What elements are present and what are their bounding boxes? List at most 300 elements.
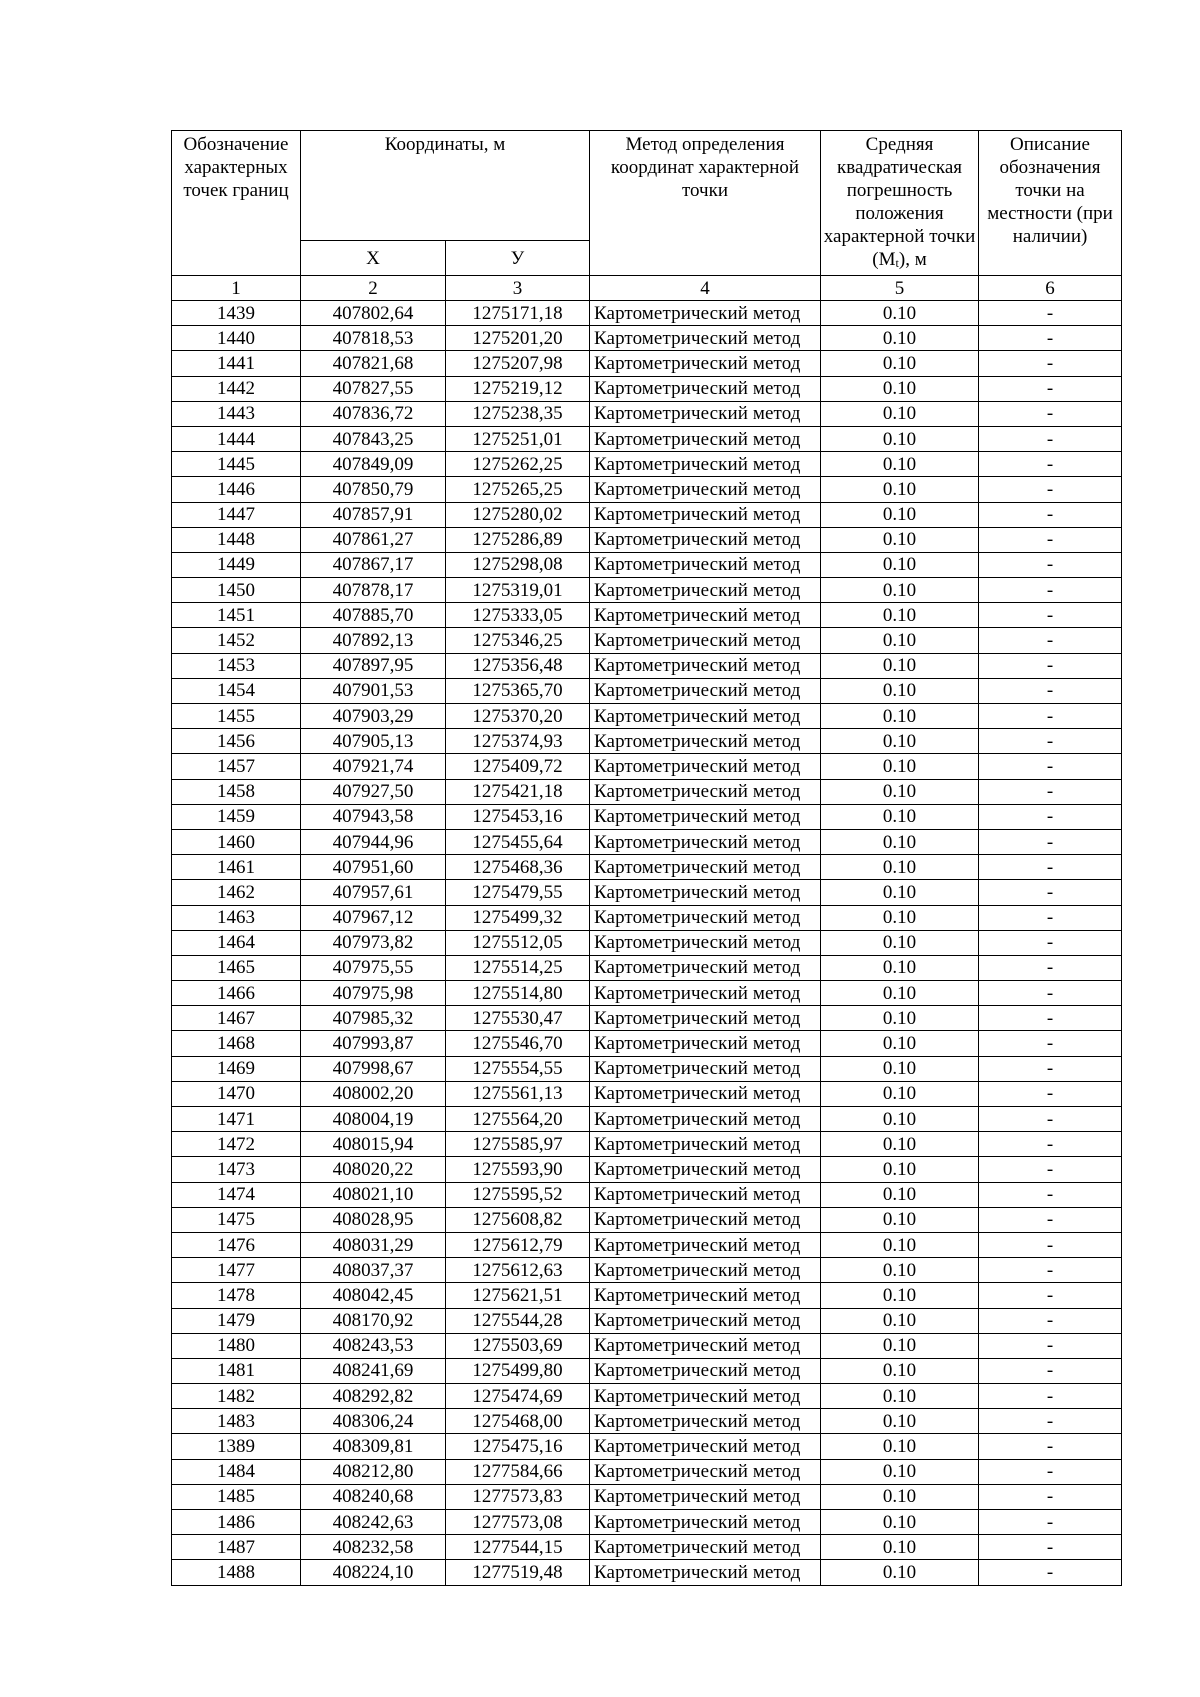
x-coordinate-cell: 407975,98 [301, 981, 446, 1006]
x-coordinate-cell: 408021,10 [301, 1182, 446, 1207]
header-x: Х [301, 241, 446, 276]
error-cell: 0.10 [821, 1434, 979, 1459]
x-coordinate-cell: 408037,37 [301, 1258, 446, 1283]
method-cell: Картометрический метод [590, 1107, 821, 1132]
table-row [172, 1358, 1122, 1383]
table-row [172, 1031, 1122, 1056]
x-coordinate-cell: 407927,50 [301, 779, 446, 804]
y-coordinate-cell: 1277544,15 [446, 1535, 590, 1560]
table-row [172, 1081, 1122, 1106]
point-number-cell: 1453 [172, 653, 301, 678]
y-coordinate-cell: 1275207,98 [446, 351, 590, 376]
x-coordinate-cell: 407821,68 [301, 351, 446, 376]
point-number-cell: 1389 [172, 1434, 301, 1459]
point-number-cell: 1484 [172, 1459, 301, 1484]
point-number-cell: 1450 [172, 578, 301, 603]
point-number-cell: 1457 [172, 754, 301, 779]
method-cell: Картометрический метод [590, 578, 821, 603]
table-header [172, 131, 1122, 301]
x-coordinate-cell: 407857,91 [301, 502, 446, 527]
method-cell: Картометрический метод [590, 603, 821, 628]
point-number-cell: 1458 [172, 779, 301, 804]
point-number-cell: 1485 [172, 1484, 301, 1509]
table-row [172, 1107, 1122, 1132]
y-coordinate-cell: 1275455,64 [446, 829, 590, 854]
table-row [172, 1459, 1122, 1484]
description-cell: - [979, 1510, 1122, 1535]
description-cell: - [979, 1232, 1122, 1257]
error-cell: 0.10 [821, 880, 979, 905]
error-cell: 0.10 [821, 1107, 979, 1132]
table-body [172, 301, 1122, 1586]
y-coordinate-cell: 1275409,72 [446, 754, 590, 779]
method-cell: Картометрический метод [590, 527, 821, 552]
method-cell: Картометрический метод [590, 1258, 821, 1283]
error-cell: 0.10 [821, 1207, 979, 1232]
column-number: 2 [301, 276, 446, 301]
header-coordinates: Координаты, м [301, 131, 590, 241]
method-cell: Картометрический метод [590, 955, 821, 980]
description-cell: - [979, 1207, 1122, 1232]
description-cell: - [979, 502, 1122, 527]
error-cell: 0.10 [821, 452, 979, 477]
method-cell: Картометрический метод [590, 1434, 821, 1459]
description-cell: - [979, 1081, 1122, 1106]
error-cell: 0.10 [821, 1232, 979, 1257]
description-cell: - [979, 426, 1122, 451]
y-coordinate-cell: 1275319,01 [446, 578, 590, 603]
x-coordinate-cell: 407973,82 [301, 930, 446, 955]
description-cell: - [979, 905, 1122, 930]
table-row [172, 779, 1122, 804]
y-coordinate-cell: 1275356,48 [446, 653, 590, 678]
description-cell: - [979, 981, 1122, 1006]
header-mean-square-error [821, 131, 979, 276]
y-coordinate-cell: 1275544,28 [446, 1308, 590, 1333]
table-row [172, 376, 1122, 401]
table-row [172, 1484, 1122, 1509]
x-coordinate-cell: 407867,17 [301, 552, 446, 577]
description-cell: - [979, 376, 1122, 401]
y-coordinate-cell: 1275503,69 [446, 1333, 590, 1358]
point-number-cell: 1465 [172, 955, 301, 980]
table-row [172, 1308, 1122, 1333]
method-cell: Картометрический метод [590, 1560, 821, 1585]
method-cell: Картометрический метод [590, 1358, 821, 1383]
error-cell: 0.10 [821, 855, 979, 880]
description-cell: - [979, 955, 1122, 980]
x-coordinate-cell: 407836,72 [301, 401, 446, 426]
error-cell: 0.10 [821, 477, 979, 502]
error-cell: 0.10 [821, 653, 979, 678]
table-row [172, 1434, 1122, 1459]
method-cell: Картометрический метод [590, 628, 821, 653]
table-row [172, 955, 1122, 980]
x-coordinate-cell: 407849,09 [301, 452, 446, 477]
table-row [172, 1535, 1122, 1560]
description-cell: - [979, 301, 1122, 326]
table-row [172, 426, 1122, 451]
y-coordinate-cell: 1275201,20 [446, 326, 590, 351]
method-cell: Картометрический метод [590, 1232, 821, 1257]
point-number-cell: 1452 [172, 628, 301, 653]
method-cell: Картометрический метод [590, 729, 821, 754]
description-cell: - [979, 829, 1122, 854]
error-cell: 0.10 [821, 1535, 979, 1560]
error-cell: 0.10 [821, 1459, 979, 1484]
table-row [172, 829, 1122, 854]
x-coordinate-cell: 408004,19 [301, 1107, 446, 1132]
method-cell: Картометрический метод [590, 477, 821, 502]
method-cell: Картометрический метод [590, 426, 821, 451]
method-cell: Картометрический метод [590, 1283, 821, 1308]
table-row [172, 1258, 1122, 1283]
point-number-cell: 1443 [172, 401, 301, 426]
description-cell: - [979, 930, 1122, 955]
x-coordinate-cell: 408243,53 [301, 1333, 446, 1358]
description-cell: - [979, 603, 1122, 628]
description-cell: - [979, 578, 1122, 603]
description-cell: - [979, 351, 1122, 376]
description-cell: - [979, 704, 1122, 729]
point-number-cell: 1477 [172, 1258, 301, 1283]
error-cell: 0.10 [821, 376, 979, 401]
x-coordinate-cell: 407878,17 [301, 578, 446, 603]
x-coordinate-cell: 408212,80 [301, 1459, 446, 1484]
y-coordinate-cell: 1275421,18 [446, 779, 590, 804]
error-cell: 0.10 [821, 1308, 979, 1333]
method-cell: Картометрический метод [590, 502, 821, 527]
point-number-cell: 1480 [172, 1333, 301, 1358]
table-row [172, 552, 1122, 577]
y-coordinate-cell: 1275265,25 [446, 477, 590, 502]
x-coordinate-cell: 407944,96 [301, 829, 446, 854]
method-cell: Картометрический метод [590, 301, 821, 326]
table-row [172, 502, 1122, 527]
point-number-cell: 1482 [172, 1384, 301, 1409]
y-coordinate-cell: 1275298,08 [446, 552, 590, 577]
y-coordinate-cell: 1275333,05 [446, 603, 590, 628]
table-row [172, 678, 1122, 703]
description-cell: - [979, 779, 1122, 804]
error-cell: 0.10 [821, 905, 979, 930]
method-cell: Картометрический метод [590, 1031, 821, 1056]
point-number-cell: 1455 [172, 704, 301, 729]
point-number-cell: 1470 [172, 1081, 301, 1106]
x-coordinate-cell: 407818,53 [301, 326, 446, 351]
method-cell: Картометрический метод [590, 779, 821, 804]
x-coordinate-cell: 408020,22 [301, 1157, 446, 1182]
method-cell: Картометрический метод [590, 678, 821, 703]
point-number-cell: 1468 [172, 1031, 301, 1056]
point-number-cell: 1483 [172, 1409, 301, 1434]
method-cell: Картометрический метод [590, 452, 821, 477]
table-row [172, 527, 1122, 552]
y-coordinate-cell: 1275286,89 [446, 527, 590, 552]
y-coordinate-cell: 1275346,25 [446, 628, 590, 653]
description-cell: - [979, 1182, 1122, 1207]
description-cell: - [979, 401, 1122, 426]
description-cell: - [979, 1535, 1122, 1560]
header-description: Описание обозначения точки на местности (при наличии) [979, 131, 1122, 276]
table-row [172, 1132, 1122, 1157]
header-method: Метод определения координат характерной точки [590, 131, 821, 276]
table-row [172, 653, 1122, 678]
x-coordinate-cell: 407843,25 [301, 426, 446, 451]
point-number-cell: 1449 [172, 552, 301, 577]
y-coordinate-cell: 1275171,18 [446, 301, 590, 326]
method-cell: Картометрический метод [590, 981, 821, 1006]
error-cell: 0.10 [821, 678, 979, 703]
y-coordinate-cell: 1277573,83 [446, 1484, 590, 1509]
point-number-cell: 1475 [172, 1207, 301, 1232]
description-cell: - [979, 1459, 1122, 1484]
error-cell: 0.10 [821, 552, 979, 577]
point-number-cell: 1456 [172, 729, 301, 754]
error-cell: 0.10 [821, 1384, 979, 1409]
method-cell: Картометрический метод [590, 1409, 821, 1434]
x-coordinate-cell: 407921,74 [301, 754, 446, 779]
description-cell: - [979, 653, 1122, 678]
method-cell: Картометрический метод [590, 704, 821, 729]
y-coordinate-cell: 1275612,63 [446, 1258, 590, 1283]
table-row [172, 905, 1122, 930]
error-cell: 0.10 [821, 1333, 979, 1358]
point-number-cell: 1473 [172, 1157, 301, 1182]
point-number-cell: 1478 [172, 1283, 301, 1308]
table-row [172, 401, 1122, 426]
y-coordinate-cell: 1275564,20 [446, 1107, 590, 1132]
table-row [172, 930, 1122, 955]
x-coordinate-cell: 407892,13 [301, 628, 446, 653]
point-number-cell: 1464 [172, 930, 301, 955]
error-cell: 0.10 [821, 1358, 979, 1383]
error-cell: 0.10 [821, 1056, 979, 1081]
description-cell: - [979, 1157, 1122, 1182]
y-coordinate-cell: 1275219,12 [446, 376, 590, 401]
table-row [172, 704, 1122, 729]
point-number-cell: 1469 [172, 1056, 301, 1081]
header-error-text: Средняя квадратическая погрешность положения характерной точки (M [823, 134, 976, 270]
method-cell: Картометрический метод [590, 804, 821, 829]
point-number-cell: 1487 [172, 1535, 301, 1560]
error-cell: 0.10 [821, 1081, 979, 1106]
point-number-cell: 1439 [172, 301, 301, 326]
y-coordinate-cell: 1275280,02 [446, 502, 590, 527]
error-cell: 0.10 [821, 1157, 979, 1182]
table-row [172, 1510, 1122, 1535]
header-error-subscript: t [895, 256, 899, 270]
error-cell: 0.10 [821, 1258, 979, 1283]
description-cell: - [979, 1384, 1122, 1409]
description-cell: - [979, 628, 1122, 653]
table-row [172, 578, 1122, 603]
error-cell: 0.10 [821, 1510, 979, 1535]
error-cell: 0.10 [821, 1006, 979, 1031]
table-row [172, 628, 1122, 653]
method-cell: Картометрический метод [590, 754, 821, 779]
header-point-designation: Обозначение характерных точек границ [172, 131, 301, 276]
error-cell: 0.10 [821, 527, 979, 552]
point-number-cell: 1460 [172, 829, 301, 854]
y-coordinate-cell: 1275554,55 [446, 1056, 590, 1081]
x-coordinate-cell: 407975,55 [301, 955, 446, 980]
y-coordinate-cell: 1275608,82 [446, 1207, 590, 1232]
point-number-cell: 1447 [172, 502, 301, 527]
error-cell: 0.10 [821, 1283, 979, 1308]
point-number-cell: 1446 [172, 477, 301, 502]
y-coordinate-cell: 1275251,01 [446, 426, 590, 451]
method-cell: Картометрический метод [590, 1333, 821, 1358]
y-coordinate-cell: 1275370,20 [446, 704, 590, 729]
error-cell: 0.10 [821, 779, 979, 804]
x-coordinate-cell: 407861,27 [301, 527, 446, 552]
y-coordinate-cell: 1275468,00 [446, 1409, 590, 1434]
error-cell: 0.10 [821, 426, 979, 451]
method-cell: Картометрический метод [590, 351, 821, 376]
point-number-cell: 1440 [172, 326, 301, 351]
header-y: У [446, 241, 590, 276]
x-coordinate-cell: 407993,87 [301, 1031, 446, 1056]
x-coordinate-cell: 407850,79 [301, 477, 446, 502]
x-coordinate-cell: 407967,12 [301, 905, 446, 930]
error-cell: 0.10 [821, 930, 979, 955]
column-number: 1 [172, 276, 301, 301]
error-cell: 0.10 [821, 1182, 979, 1207]
y-coordinate-cell: 1275479,55 [446, 880, 590, 905]
error-cell: 0.10 [821, 628, 979, 653]
table-row [172, 603, 1122, 628]
y-coordinate-cell: 1275238,35 [446, 401, 590, 426]
error-cell: 0.10 [821, 1409, 979, 1434]
table-row [172, 301, 1122, 326]
x-coordinate-cell: 408240,68 [301, 1484, 446, 1509]
error-cell: 0.10 [821, 754, 979, 779]
y-coordinate-cell: 1275475,16 [446, 1434, 590, 1459]
description-cell: - [979, 1409, 1122, 1434]
y-coordinate-cell: 1275374,93 [446, 729, 590, 754]
description-cell: - [979, 880, 1122, 905]
table-row [172, 1207, 1122, 1232]
point-number-cell: 1451 [172, 603, 301, 628]
error-cell: 0.10 [821, 704, 979, 729]
method-cell: Картометрический метод [590, 1459, 821, 1484]
x-coordinate-cell: 408002,20 [301, 1081, 446, 1106]
description-cell: - [979, 804, 1122, 829]
description-cell: - [979, 855, 1122, 880]
description-cell: - [979, 1006, 1122, 1031]
y-coordinate-cell: 1275262,25 [446, 452, 590, 477]
error-cell: 0.10 [821, 578, 979, 603]
x-coordinate-cell: 407985,32 [301, 1006, 446, 1031]
description-cell: - [979, 1056, 1122, 1081]
table-row [172, 729, 1122, 754]
point-number-cell: 1445 [172, 452, 301, 477]
y-coordinate-cell: 1275546,70 [446, 1031, 590, 1056]
point-number-cell: 1461 [172, 855, 301, 880]
method-cell: Картометрический метод [590, 376, 821, 401]
x-coordinate-cell: 407943,58 [301, 804, 446, 829]
description-cell: - [979, 1283, 1122, 1308]
point-number-cell: 1472 [172, 1132, 301, 1157]
table-row [172, 1560, 1122, 1585]
table-row [172, 452, 1122, 477]
method-cell: Картометрический метод [590, 1384, 821, 1409]
y-coordinate-cell: 1275512,05 [446, 930, 590, 955]
table-row [172, 1283, 1122, 1308]
y-coordinate-cell: 1275499,80 [446, 1358, 590, 1383]
method-cell: Картометрический метод [590, 855, 821, 880]
point-number-cell: 1488 [172, 1560, 301, 1585]
x-coordinate-cell: 407957,61 [301, 880, 446, 905]
point-number-cell: 1448 [172, 527, 301, 552]
method-cell: Картометрический метод [590, 1157, 821, 1182]
x-coordinate-cell: 408242,63 [301, 1510, 446, 1535]
table-row [172, 754, 1122, 779]
table-row [172, 1182, 1122, 1207]
point-number-cell: 1462 [172, 880, 301, 905]
column-number: 6 [979, 276, 1122, 301]
x-coordinate-cell: 407905,13 [301, 729, 446, 754]
y-coordinate-cell: 1275621,51 [446, 1283, 590, 1308]
description-cell: - [979, 754, 1122, 779]
y-coordinate-cell: 1275453,16 [446, 804, 590, 829]
column-number: 4 [590, 276, 821, 301]
y-coordinate-cell: 1277584,66 [446, 1459, 590, 1484]
method-cell: Картометрический метод [590, 1484, 821, 1509]
y-coordinate-cell: 1275585,97 [446, 1132, 590, 1157]
y-coordinate-cell: 1275499,32 [446, 905, 590, 930]
method-cell: Картометрический метод [590, 1056, 821, 1081]
description-cell: - [979, 678, 1122, 703]
method-cell: Картометрический метод [590, 1081, 821, 1106]
y-coordinate-cell: 1275593,90 [446, 1157, 590, 1182]
method-cell: Картометрический метод [590, 552, 821, 577]
error-cell: 0.10 [821, 326, 979, 351]
table-row [172, 880, 1122, 905]
description-cell: - [979, 452, 1122, 477]
table-row [172, 981, 1122, 1006]
table-row [172, 1056, 1122, 1081]
error-cell: 0.10 [821, 829, 979, 854]
method-cell: Картометрический метод [590, 880, 821, 905]
y-coordinate-cell: 1277573,08 [446, 1510, 590, 1535]
x-coordinate-cell: 407802,64 [301, 301, 446, 326]
method-cell: Картометрический метод [590, 1207, 821, 1232]
description-cell: - [979, 1560, 1122, 1585]
x-coordinate-cell: 408015,94 [301, 1132, 446, 1157]
error-cell: 0.10 [821, 804, 979, 829]
x-coordinate-cell: 408292,82 [301, 1384, 446, 1409]
method-cell: Картометрический метод [590, 1182, 821, 1207]
error-cell: 0.10 [821, 1560, 979, 1585]
description-cell: - [979, 1031, 1122, 1056]
error-cell: 0.10 [821, 1031, 979, 1056]
method-cell: Картометрический метод [590, 653, 821, 678]
column-number: 5 [821, 276, 979, 301]
error-cell: 0.10 [821, 301, 979, 326]
error-cell: 0.10 [821, 351, 979, 376]
y-coordinate-cell: 1275561,13 [446, 1081, 590, 1106]
point-number-cell: 1479 [172, 1308, 301, 1333]
description-cell: - [979, 1132, 1122, 1157]
method-cell: Картометрический метод [590, 401, 821, 426]
x-coordinate-cell: 407885,70 [301, 603, 446, 628]
point-number-cell: 1467 [172, 1006, 301, 1031]
table-row [172, 1333, 1122, 1358]
method-cell: Картометрический метод [590, 1132, 821, 1157]
method-cell: Картометрический метод [590, 326, 821, 351]
